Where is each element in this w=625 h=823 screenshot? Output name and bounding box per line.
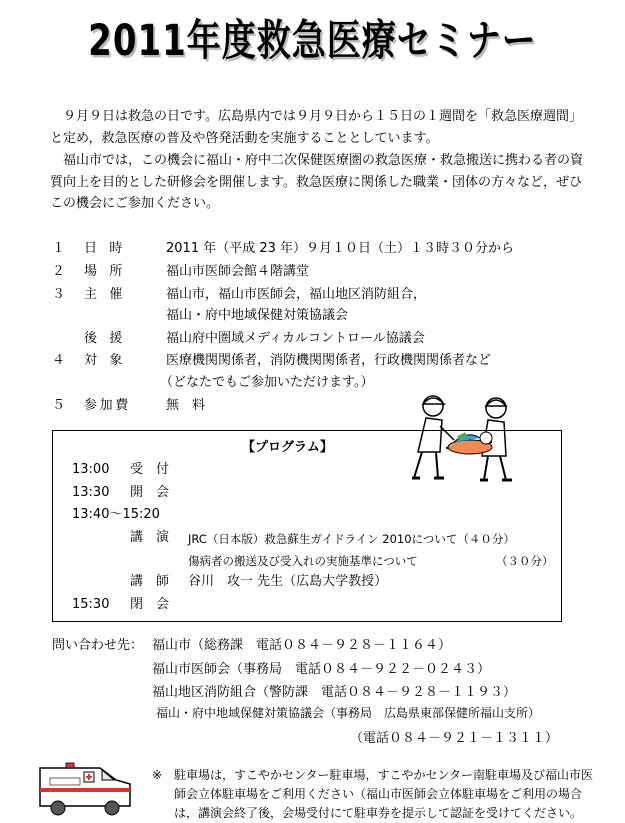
- note-text: 駐車場は，すこやかセンター駐車場，すこやかセンター南駐車場及び福山市医師会立体駐車場をご利用ください（福山市医師会立体駐車場をご利用の場合は，講演会終了後，会場受付にて駐車券を提示して認証を受けてください。: [174, 768, 594, 820]
- program-speaker-label: 講 師: [130, 574, 170, 589]
- detail-label: 主催: [84, 287, 135, 302]
- ambulance-illustration: [36, 758, 136, 820]
- contact-line: 福山市医師会（事務局 電話０８４－９２２－０２４３）: [152, 662, 491, 677]
- parking-note: [152, 766, 597, 823]
- program-item: 受 付: [130, 462, 170, 477]
- program-title: 【プログラム】: [238, 436, 337, 455]
- program-lecture-1: JRC（日本版）救急蘇生ガイドライン 2010について（４０分）: [188, 532, 515, 546]
- program-item: 開 会: [130, 485, 170, 500]
- detail-number: ３: [52, 287, 66, 302]
- program-speaker: 谷川 攻一 先生（広島大学教授）: [188, 574, 388, 589]
- program-box: [52, 430, 562, 622]
- detail-value: 福山市医師会館４階講堂: [166, 264, 310, 279]
- contact-line: 福山地区消防組合（警防課 電話０８４－９２８－１１９３）: [152, 685, 517, 700]
- contact-line: 福山・府中地域保健対策協議会（事務局 広島県東部保健所福山支所）: [156, 706, 541, 720]
- detail-number: ５: [52, 398, 66, 413]
- program-item: 閉 会: [130, 597, 170, 612]
- detail-value: 福山府中圏域メディカルコントロール協議会: [166, 331, 425, 346]
- contact-label: 問い合わせ先：: [52, 638, 144, 653]
- detail-value: 無 料: [166, 398, 206, 413]
- intro-paragraph-2: 福山市では，この機会に福山・府中二次保健医療圏の救急医療・救急搬送に携わる者の資質向上を目的とした研修会を開催します。救急医療に関係した職業・団体の方々など，ぜひこの機会にご参加ください。: [50, 153, 584, 211]
- program-time: 13:30: [72, 485, 110, 500]
- program-time: 15:30: [72, 597, 110, 612]
- note-mark: ※: [152, 768, 163, 782]
- detail-number: ２: [52, 264, 66, 279]
- program-time: 13:40～15:20: [72, 507, 160, 522]
- detail-label: 参加費: [84, 398, 131, 413]
- detail-number: ４: [52, 353, 66, 368]
- detail-label: 場所: [84, 264, 135, 279]
- detail-label: 日時: [84, 241, 135, 256]
- detail-number: １: [52, 241, 66, 256]
- program-lecture-label: 講 演: [130, 530, 170, 545]
- contact-line: 福山市（総務課 電話０８４－９２８－１１６４）: [152, 638, 452, 653]
- program-lecture-2-duration: （３０分）: [496, 554, 554, 568]
- intro-paragraph-1: ９月９日は救急の日です。広島県内では９月９日から１５日の１週間を「救急医療週間」と定め，救急医療の普及や啓発活動を実施することとしています。: [50, 109, 582, 146]
- program-time: 13:00: [72, 462, 110, 477]
- detail-value: 2011 年（平成 23 年）９月１０日（土）１３時３０分から: [166, 241, 515, 256]
- program-lecture-2: 傷病者の搬送及び受入れの実施基準について: [188, 554, 418, 568]
- detail-label: 後援: [84, 331, 135, 346]
- page-title: 2011年度救急医療セミナー: [88, 16, 537, 66]
- contact-line: （電話０８４－９２１－１３１１）: [350, 731, 559, 746]
- detail-value: 医療機関関係者，消防機関関係者，行政機関関係者など: [166, 353, 492, 368]
- detail-value: 福山・府中地域保健対策協議会: [166, 308, 349, 323]
- detail-label: 対象: [84, 353, 135, 368]
- detail-value: （どなたでもご参加いただけます。）: [160, 375, 374, 390]
- detail-value: 福山市，福山市医師会，福山地区消防組合，: [166, 287, 427, 302]
